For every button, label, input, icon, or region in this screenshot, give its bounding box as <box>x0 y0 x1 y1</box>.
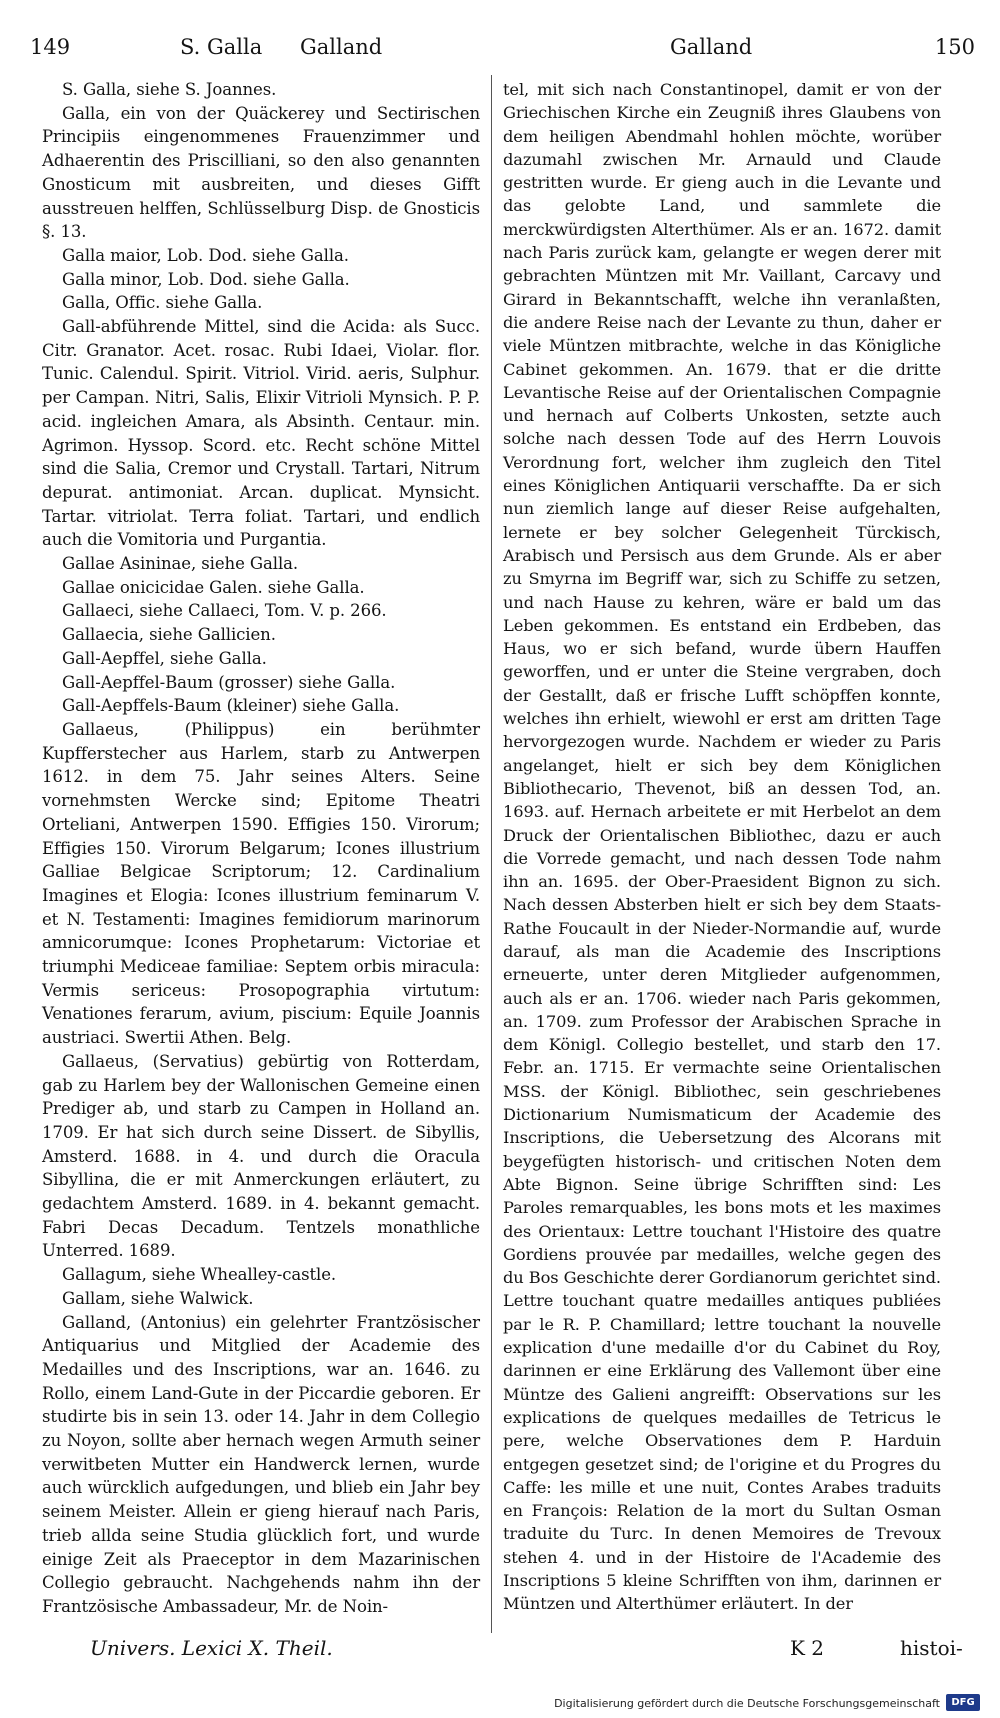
signature-left: Univers. Lexici X. Theil. <box>90 1636 333 1660</box>
entry-gallam: Gallam, siehe Walwick. <box>62 1288 254 1308</box>
entry-gallaeus-philippus: Gallaeus, (Philippus) ein berühmter Kupfferstecher aus Harlem, starb zu Antwerpen 1612. in dem 75. Jahr seines Alters. Seine vornehmsten Wercke sind; Epitome Theatri Orteliani, Antwerpen 1590. Effigies 150. Virorum; Effigies 150. Virorum Belgarum; Icones illustrium Galliae Belgicae Scriptorum; 12. Cardinalium Imagines et Elogia: Icones illustrium feminarum V. et N. Testamenti: Imagines femidiorum marinorum amnicorumque: Icones Prophetarum: Victoriae et triumphi Mediceae familiae: Septem orbis miracula: Vermis sericeus: Prosopographia virtutum: Venationes ferarum, avium, piscium: Equile Joannis austriaci. Swertii Athen. Belg. <box>42 719 480 1048</box>
header-keyword-left-1: S. Galla <box>180 35 263 59</box>
entry-gallae-onicicidae: Gallae onicicidae Galen. siehe Galla. <box>62 577 365 597</box>
signature-mark: K 2 <box>790 1636 825 1660</box>
right-column <box>503 78 941 1616</box>
entry-galla-maior: Galla maior, Lob. Dod. siehe Galla. <box>62 245 349 265</box>
entry-gall-aepffel-baum-grosser: Gall-Aepffel-Baum (grosser) siehe Galla. <box>62 672 396 692</box>
header-keyword-left-2: Galland <box>300 35 383 59</box>
entry-galla-minor: Galla minor, Lob. Dod. siehe Galla. <box>62 269 350 289</box>
left-column <box>42 78 480 1619</box>
entry-gall-abfuehrende-mittel: Gall-abführende Mittel, sind die Acida: als Succ. Citr. Granator. Acet. rosac. Rubi Idaei, Violar. flor. Tunic. Calendul. Spirit. Vitriol. Virid. aeris, Sulphur. per Campan. Nitri, Salis, Elixir Vitrioli Mynsich. P. P. acid. ingleichen Amara, als Absinth. Centaur. min. Agrimon. Hyssop. Scord. etc. Recht schöne Mittel sind die Salia, Cremor und Crystall. Tartari, Nitrum depurat. antimoniat. Arcan. duplicat. Mynsicht. Tartar. vitriolat. Terra foliat. Tartari, und endlich auch die Vomitoria und Purgantia. <box>42 317 480 550</box>
entry-gall-aepffel: Gall-Aepffel, siehe Galla. <box>62 648 267 668</box>
entry-galla: Galla, ein von der Quäckerey und Sectirischen Principiis eingenommenes Frauenzimmer und Adhaerentin des Priscilliani, so den also genannten Gnosticum mit ausbreiten, und dieses Gifft ausstreuen helffen, Schlüsselburg Disp. de Gnosticis §. 13. <box>42 103 480 242</box>
column-divider <box>491 75 492 1633</box>
entry-galla-offic: Galla, Offic. siehe Galla. <box>62 293 263 313</box>
header-keyword-right: Galland <box>670 35 753 59</box>
digitization-credit: Digitalisierung gefördert durch die Deutsche Forschungsgemeinschaft <box>554 1697 940 1710</box>
entry-gallae-asininae: Gallae Asininae, siehe Galla. <box>62 554 299 574</box>
catchword: histoi- <box>900 1636 963 1660</box>
page-number-right: 150 <box>934 35 975 59</box>
entry-gallaecia: Gallaecia, siehe Gallicien. <box>62 625 276 645</box>
entry-s-galla: S. Galla, siehe S. Joannes. <box>62 80 277 99</box>
entry-galland-continued: tel, mit sich nach Constantinopel, damit er von der Griechischen Kirche ein Zeugniß ihres Glaubens von dem heiligen Abendmahl hohlen möchte, worüber dazumahl zwischen Mr. Arnauld und Claude gestritten wurde. Er gieng auch in die Levante und das gelobte Land, und sammlete die merckwürdigsten Alterthümer. Als er an. 1672. damit nach Paris zurück kam, gelangte er wegen derer mit gebrachten Müntzen mit Mr. Vaillant, Carcavy und Girard in Bekanntschafft, welche ihn veranlaßten, die andere Reise nach der Levante zu thun, daher er viele Müntzen mitbrachte, welche in das Königliche Cabinet gekommen. An. 1679. that er die dritte Levantische Reise auf der Orientalischen Compagnie und hernach auf Colberts Unkosten, setzte auch solche nach dessen Tode auf des Herrn Louvois Verordnung fort, welcher ihm zugleich den Titel eines Königlichen Antiquarii verschaffte. Da er sich nun ziemlich lange auf dieser Reise aufgehalten, lernete er bey solcher Gelegenheit Türckisch, Arabisch und Persisch aus dem Grunde. Als er aber zu Smyrna im Begriff war, sich zu Schiffe zu setzen, und nach Hause zu kehren, wäre er bald um das Leben gekommen. Es entstand ein Erdbeben, das Haus, wo er sich befand, wurde übern Hauffen geworffen, und er unter die Steine vergraben, doch der Gestallt, daß er frische Lufft schöpffen konnte, welches ihn erhielt, wiewohl er erst am dritten Tage hervorgezogen wurde. Nachdem er wieder zu Paris angelanget, hielt er sich bey dem Königlichen Bibliothecario, Thevenot, biß an dessen Tod, an. 1693. auf. Hernach arbeitete er mit Herbelot an dem Druck der Orientalischen Bibliothec, dazu er auch die Vorrede gemacht, und nach dessen Tode nahm ihn an. 1695. der Ober-Praesident Bignon zu sich. Nach dessen Absterben hielt er sich bey dem Staats-Rathe Foucault in der Nieder-Normandie auf, wurde darauf, als man die Academie des Inscriptions erneuerte, unter deren Mitglieder aufgenommen, auch als er an. 1706. wieder nach Paris gekommen, an. 1709. zum Professor der Arabischen Sprache in dem Königl. Collegio bestellet, und starb den 17. Febr. an. 1715. Er vermachte seine Orientalischen MSS. der Königl. Bibliothec, sein geschriebenes Dictionarium Numismaticum der Academie des Inscriptions, die Uebersetzung des Alcorans mit beygefügten historisch- und critischen Noten dem Abte Bignon. Seine übrige Schrifften sind: Les Paroles remarquables, les bons mots et les maximes des Orientaux: Lettre touchant l'Histoire des quatre Gordiens prouvée par medailles, welche gegen des du Bos Geschichte derer Gordianorum gerichtet sind. Lettre touchant quatre medailles antiques publiées par le R. P. Chamillard; lettre touchant la nouvelle explication d'une medaille d'or du Cabinet du Roy, darinnen er eine Erklärung des Vallemont über eine Müntze des Galieni angreifft: Observations sur les explications de quelques medailles de Tetricus le pere, welche Observationes dem P. Harduin entgegen gesetzet sind; de l'origine et du Progres du Caffe: les mille et une nuit, Contes Arabes traduits en François: Relation de la mort du Sultan Osman traduite du Turc. In denen Memoires de Trevoux stehen 4. und in der Histoire de l'Academie des Inscriptions 5 kleine Schrifften von ihm, darinnen er Müntzen und Alterthümer erläutert. In der <box>503 80 941 1614</box>
running-header <box>30 35 975 65</box>
page-number-left: 149 <box>30 35 71 59</box>
entry-galland-antonius: Galland, (Antonius) ein gelehrter Frantzösischer Antiquarius und Mitglied der Academie des Medailles und des Inscriptions, war an. 1646. zu Rollo, einem Land-Gute in der Piccardie geboren. Er studirte bis in sein 13. oder 14. Jahr in dem Collegio zu Noyon, sollte aber hernach wegen Armuth seiner verwitbeten Mutter ein Handwerck lernen, wurde auch würcklich aufgedungen, und blieb ein Jahr bey seinem Meister. Allein er gieng hierauf nach Paris, trieb allda seine Studia glücklich fort, und wurde einige Zeit als Praeceptor in dem Mazarinischen Collegio gebraucht. Nachgehends nahm ihn der Frantzösische Ambassadeur, Mr. de Noin- <box>42 1312 480 1616</box>
footer-right <box>790 1636 963 1660</box>
dfg-logo: DFG <box>946 1694 980 1711</box>
entry-gall-aepffels-baum-kleiner: Gall-Aepffels-Baum (kleiner) siehe Galla. <box>62 696 400 716</box>
entry-gallaeus-servatius: Gallaeus, (Servatius) gebürtig von Rotterdam, gab zu Harlem bey der Wallonischen Gemeine einen Prediger ab, und starb zu Campen in Holland an. 1709. Er hat sich durch seine Dissert. de Sibyllis, Amsterd. 1688. in 4. und durch die Oracula Sibyllina, die er mit Anmerckungen erläutert, zu gedachtem Amsterd. 1689. in 4. bekannt gemacht. Fabri Decas Decadum. Tentzels monathliche Unterred. 1689. <box>42 1051 480 1261</box>
entry-gallaeci: Gallaeci, siehe Callaeci, Tom. V. p. 266. <box>62 601 387 621</box>
entry-gallagum: Gallagum, siehe Whealley-castle. <box>62 1265 337 1285</box>
